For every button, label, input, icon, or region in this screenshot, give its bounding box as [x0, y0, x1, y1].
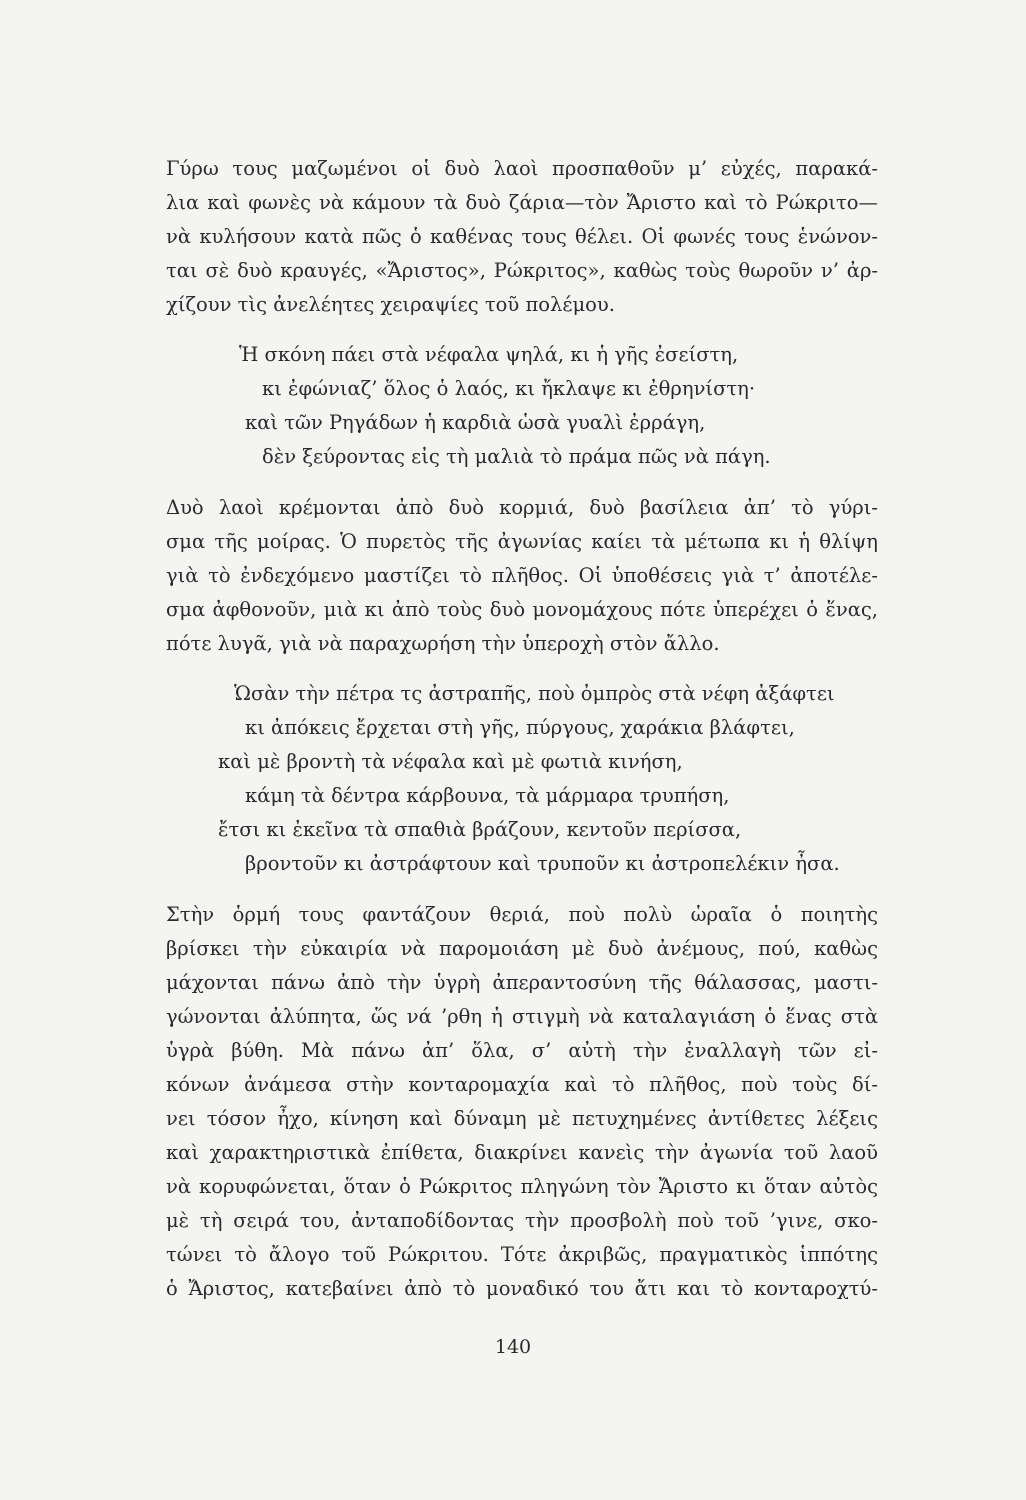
text-line: βρίσκει τὴν εὐκαιρία νὰ παρομοιάση μὲ δυὸ ἀνέμους, πού, καθὼς: [166, 937, 878, 960]
text-line: Δυὸ λαοὶ κρέμονται ἀπὸ δυὸ κορμιά, δυὸ βασίλεια ἀπ’ τὸ γύρι-: [166, 496, 878, 519]
text-line: λια καὶ φωνὲς νὰ κάμουν τὰ δυὸ ζάρια—τὸν Ἄριστο καὶ τὸ Ρώκριτο—: [166, 191, 878, 214]
verse-line: Ἡ σκόνη πάει στὰ νέφαλα ψηλά, κι ἡ γῆς ἐσείστη,: [239, 343, 739, 366]
text-line: Γύρω τους μαζωμένοι οἱ δυὸ λαοὶ προσπαθοῦν μ’ εὐχές, παρακά-: [166, 157, 878, 180]
text-line: σμα τῆς μοίρας. Ὁ πυρετὸς τῆς ἀγωνίας καίει τὰ μέτωπα κι ἡ θλίψη: [166, 530, 878, 553]
verse-line: καὶ τῶν Ρηγάδων ἡ καρδιὰ ὡσὰ γυαλὶ ἐρράγη,: [245, 411, 706, 434]
verse-line: ἔτσι κι ἐκεῖνα τὰ σπαθιὰ βράζουν, κεντοῦν περίσσα,: [218, 818, 742, 841]
text-line: ται σὲ δυὸ κραυγές, «Ἄριστος», Ρώκριτος», καθὼς τοὺς θωροῦν ν’ ἀρ-: [166, 259, 878, 282]
text-line: γιὰ τὸ ἐνδεχόμενο μαστίζει τὸ πλῆθος. Οἱ ὑποθέσεις γιὰ τ’ ἀποτέλε-: [166, 564, 878, 587]
text-line: νὰ κυλήσουν κατὰ πῶς ὁ καθένας τους θέλει. Οἱ φωνές τους ἑνώνον-: [166, 225, 878, 248]
verse-line: καὶ μὲ βροντὴ τὰ νέφαλα καὶ μὲ φωτιὰ κινήση,: [218, 750, 683, 773]
text-line: μὲ τὴ σειρά του, ἀνταποδίδοντας τὴν προσβολὴ ποὺ τοῦ ’γινε, σκο-: [166, 1209, 878, 1232]
verse-line: Ὡσὰν τὴν πέτρα τς ἀστραπῆς, ποὺ ὀμπρὸς στὰ νέφη ἀξάφτει: [234, 682, 835, 705]
text-line: χίζουν τὶς ἀνελέητες χειραψίες τοῦ πολέμου.: [166, 293, 615, 316]
text-line: Στὴν ὁρμή τους φαντάζουν θεριά, ποὺ πολὺ ὡραῖα ὁ ποιητὴς: [166, 903, 878, 926]
verse-line: δὲν ξεύροντας εἰς τὴ μαλιὰ τὸ πράμα πῶς νὰ πάγη.: [262, 445, 771, 468]
page-number: 140: [494, 1336, 532, 1358]
text-line: γώνονται ἀλύπητα, ὥς νά ’ρθη ἡ στιγμὴ νὰ καταλαγιάση ὁ ἕνας στὰ: [166, 1005, 878, 1028]
text-line: τώνει τὸ ἄλογο τοῦ Ρώκριτου. Τότε ἀκριβῶς, πραγματικὸς ἱππότης: [166, 1243, 878, 1266]
verse-line: βροντοῦν κι ἀστράφτουν καὶ τρυποῦν κι ἀστροπελέκιν ἦσα.: [245, 852, 840, 875]
text-line: ὁ Ἄριστος, κατεβαίνει ἀπὸ τὸ μοναδικό του ἄτι και τὸ κονταροχτύ-: [166, 1277, 878, 1300]
verse-line: κι ἐφώνιαζ’ ὅλος ὁ λαός, κι ἤκλαψε κι ἐθρηνίστη·: [262, 377, 756, 400]
text-line: ὑγρὰ βύθη. Μὰ πάνω ἀπ’ ὅλα, σ’ αὐτὴ τὴν ἐναλλαγὴ τῶν εἰ-: [166, 1039, 878, 1062]
text-line: καὶ χαρακτηριστικὰ ἐπίθετα, διακρίνει κανεὶς τὴν ἀγωνία τοῦ λαοῦ: [166, 1141, 878, 1164]
verse-line: κάμη τὰ δέντρα κάρβουνα, τὰ μάρμαρα τρυπήση,: [245, 784, 730, 807]
text-line: μάχονται πάνω ἀπὸ τὴν ὑγρὴ ἀπεραντοσύνη τῆς θάλασσας, μαστι-: [166, 971, 878, 994]
verse-line: κι ἀπόκεις ἔρχεται στὴ γῆς, πύργους, χαράκια βλάφτει,: [245, 716, 795, 739]
text-line: πότε λυγᾶ, γιὰ νὰ παραχωρήση τὴν ὑπεροχὴ στὸν ἄλλο.: [166, 632, 720, 655]
text-line: κόνων ἀνάμεσα στὴν κονταρομαχία καὶ τὸ πλῆθος, ποὺ τοὺς δί-: [166, 1073, 878, 1096]
text-line: νὰ κορυφώνεται, ὅταν ὁ Ρώκριτος πληγώνη τὸν Ἄριστο κι ὅταν αὐτὸς: [166, 1175, 878, 1198]
text-line: νει τόσον ἦχο, κίνηση καὶ δύναμη μὲ πετυχημένες ἀντίθετες λέξεις: [166, 1107, 878, 1130]
text-line: σμα ἀφθονοῦν, μιὰ κι ἀπὸ τοὺς δυὸ μονομάχους πότε ὑπερέχει ὁ ἕνας,: [166, 598, 878, 621]
